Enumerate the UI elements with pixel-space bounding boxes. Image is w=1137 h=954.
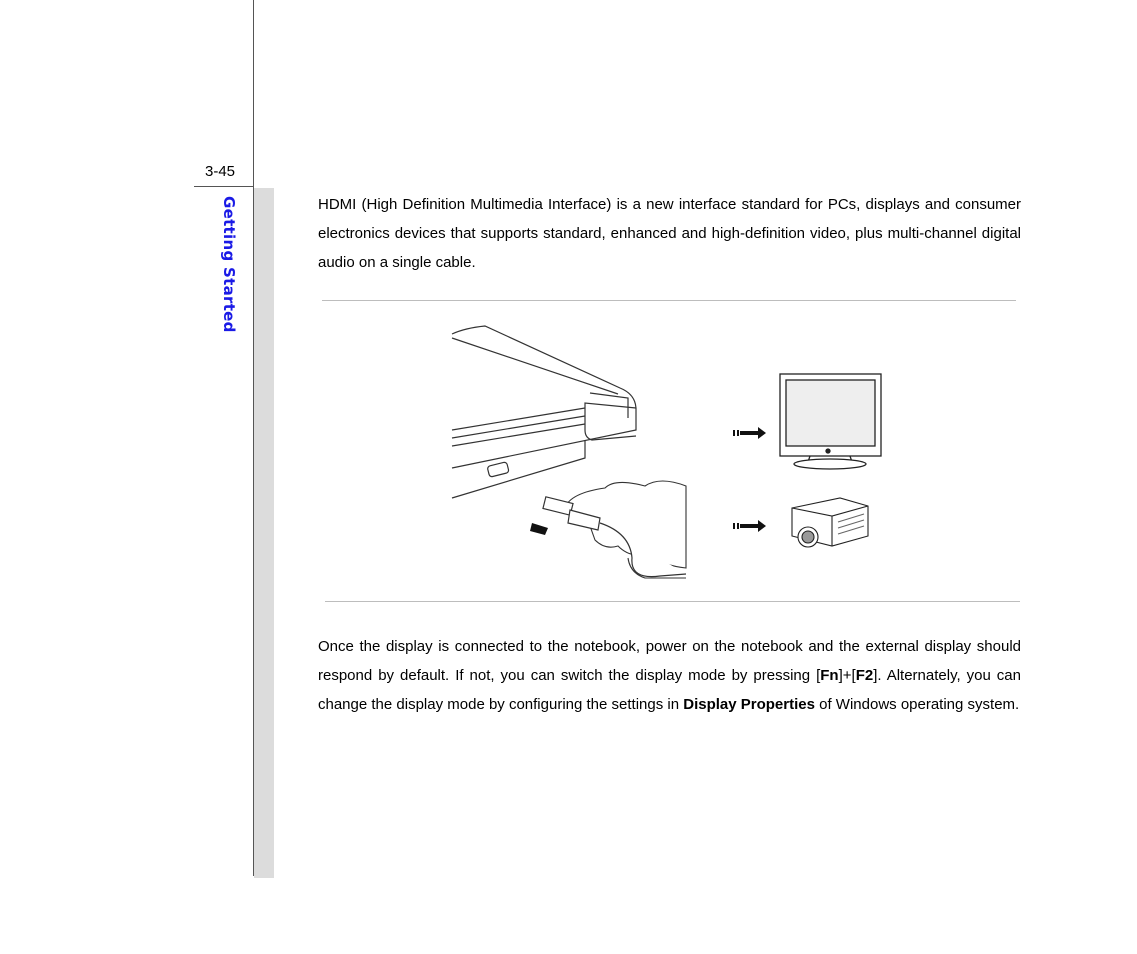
notebook-icon [452,326,636,498]
intro-paragraph: HDMI (High Definition Multimedia Interface) is a new interface standard for PCs, displays and consumer electronics devices that supports standard, enhanced and high-definition video, plus multi-channel digital audio on a single cable. [318,196,1021,271]
key-f2: F2 [855,667,874,684]
body-paragraph [318,632,1021,719]
body-text: ]+[ [838,667,856,684]
monitor-icon [780,374,881,469]
sidebar-band [254,188,274,878]
body-text: Once the display is connected to the notebook, power on the notebook and the external display should respond by default. If not, you can switch the display mode by pressing [ [318,638,1021,684]
figure-bottom-rule [325,601,1020,602]
page-number: 3-45 [205,163,236,180]
page-number-rule [194,186,254,187]
display-properties-term: Display Properties [683,696,815,713]
section-label: Getting Started [220,196,238,333]
body-text: ]. Alternately, you can change the display mode by configuring the settings in [318,667,1021,713]
key-fn: Fn [820,667,839,684]
body-text: of Windows operating system. [814,696,1020,713]
figure-top-rule [322,300,1016,301]
hdmi-connection-figure [440,318,900,588]
projector-icon [792,498,868,547]
